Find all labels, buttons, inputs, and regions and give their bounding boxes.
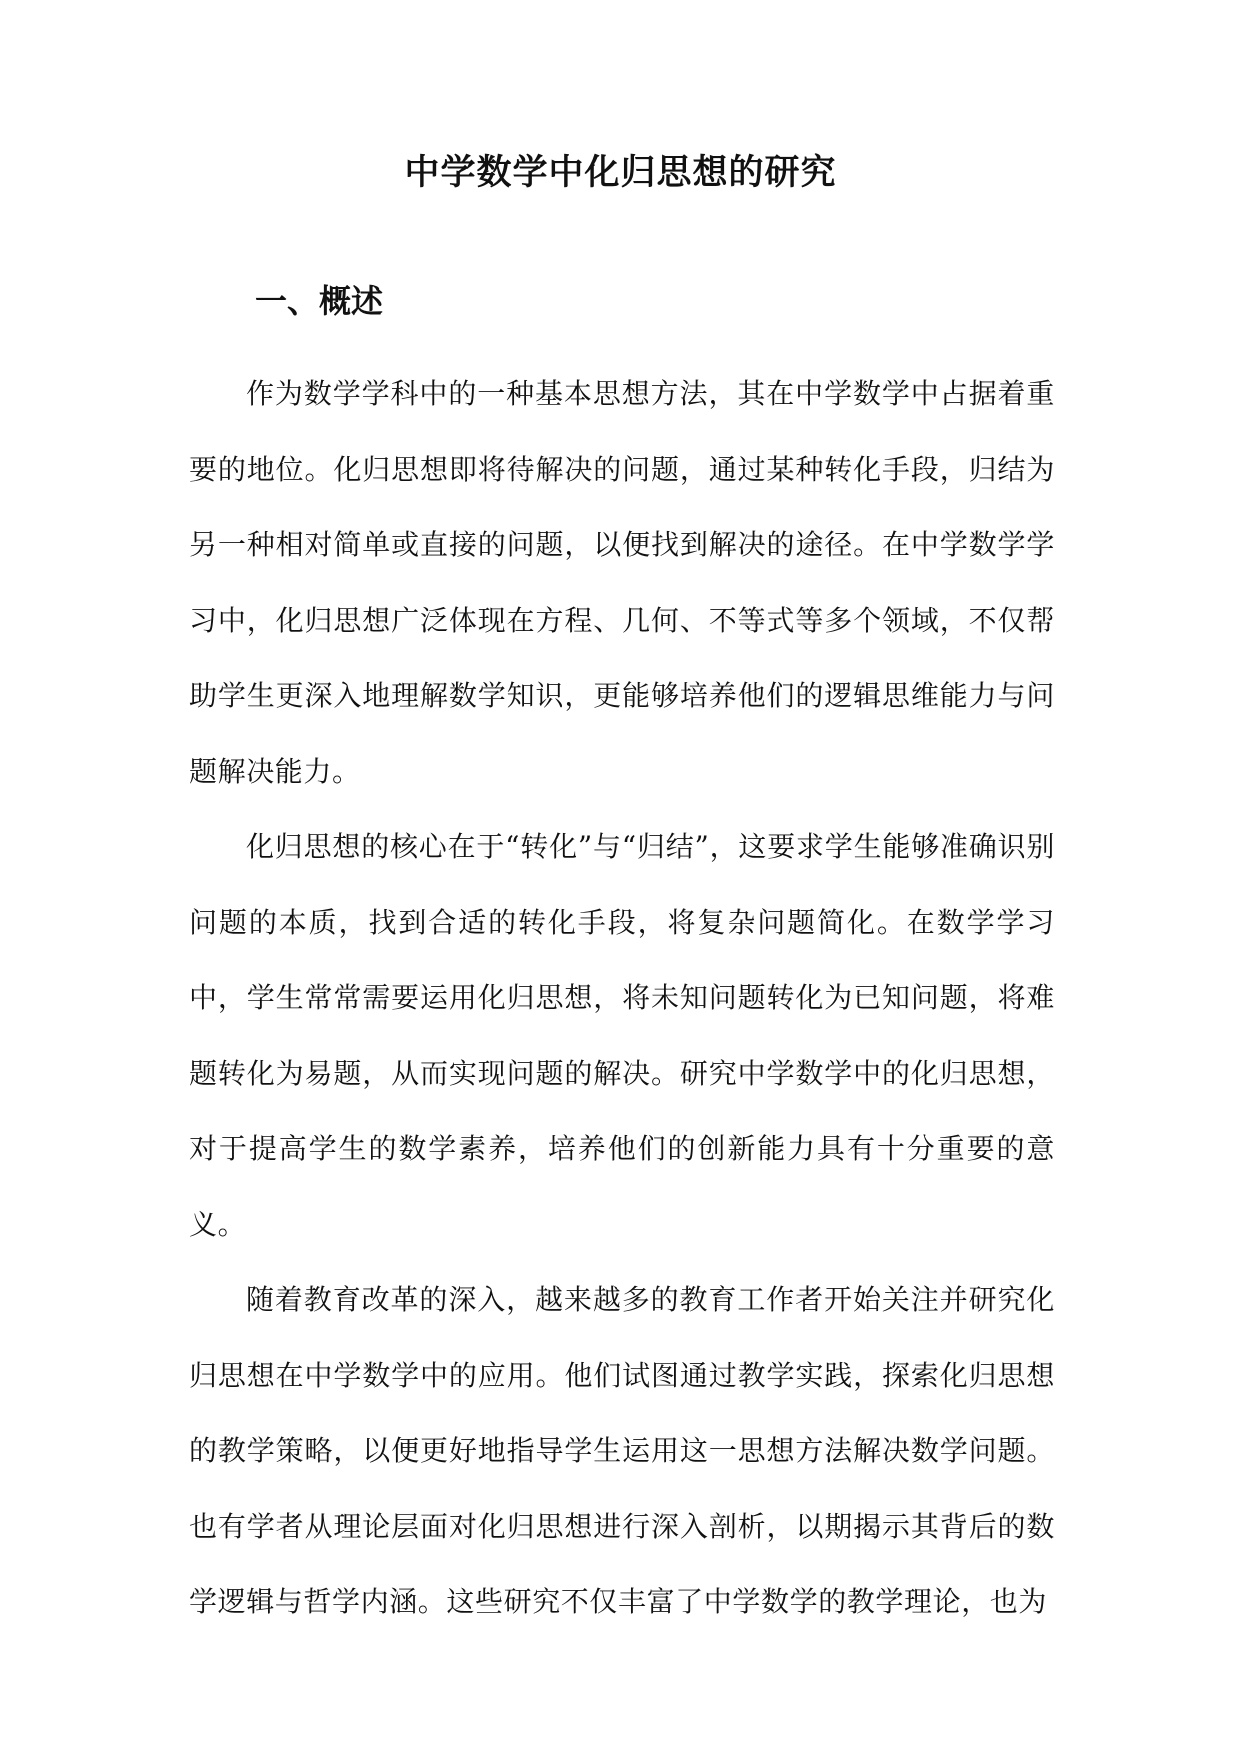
document-title: 中学数学中化归思想的研究 <box>404 152 837 193</box>
section-heading: 一、概述 <box>255 282 384 320</box>
paragraph: 随着教育改革的深入，越来越多的教育工作者开始关注并研究化归思想在中学数学中的应用。他们试图通过教学实践，探索化归思想的教学策略，以便更好地指导学生运用这一思想方法解决数学问题。也有学者从理论层面对化归思想进行深入剖析，以期揭示其背后的数学逻辑与哲学内涵。这些研究不仅丰富了中学数学的教学理论，也为 <box>189 1283 1055 1618</box>
paragraph: 化归思想的核心在于“转化”与“归结”，这要求学生能够准确识别问题的本质，找到合适的转化手段，将复杂问题简化。在数学学习中，学生常常需要运用化归思想，将未知问题转化为已知问题，将难题转化为易题，从而实现问题的解决。研究中学数学中的化归思想，对于提高学生的数学素养，培养他们的创新能力具有十分重要的意义。 <box>189 830 1055 1241</box>
body-text <box>189 356 1055 1640</box>
paragraph: 作为数学学科中的一种基本思想方法，其在中学数学中占据着重要的地位。化归思想即将待解决的问题，通过某种转化手段，归结为另一种相对简单或直接的问题，以便找到解决的途径。在中学数学学习中，化归思想广泛体现在方程、几何、不等式等多个领域，不仅帮助学生更深入地理解数学知识，更能够培养他们的逻辑思维能力与问题解决能力。 <box>189 377 1055 788</box>
